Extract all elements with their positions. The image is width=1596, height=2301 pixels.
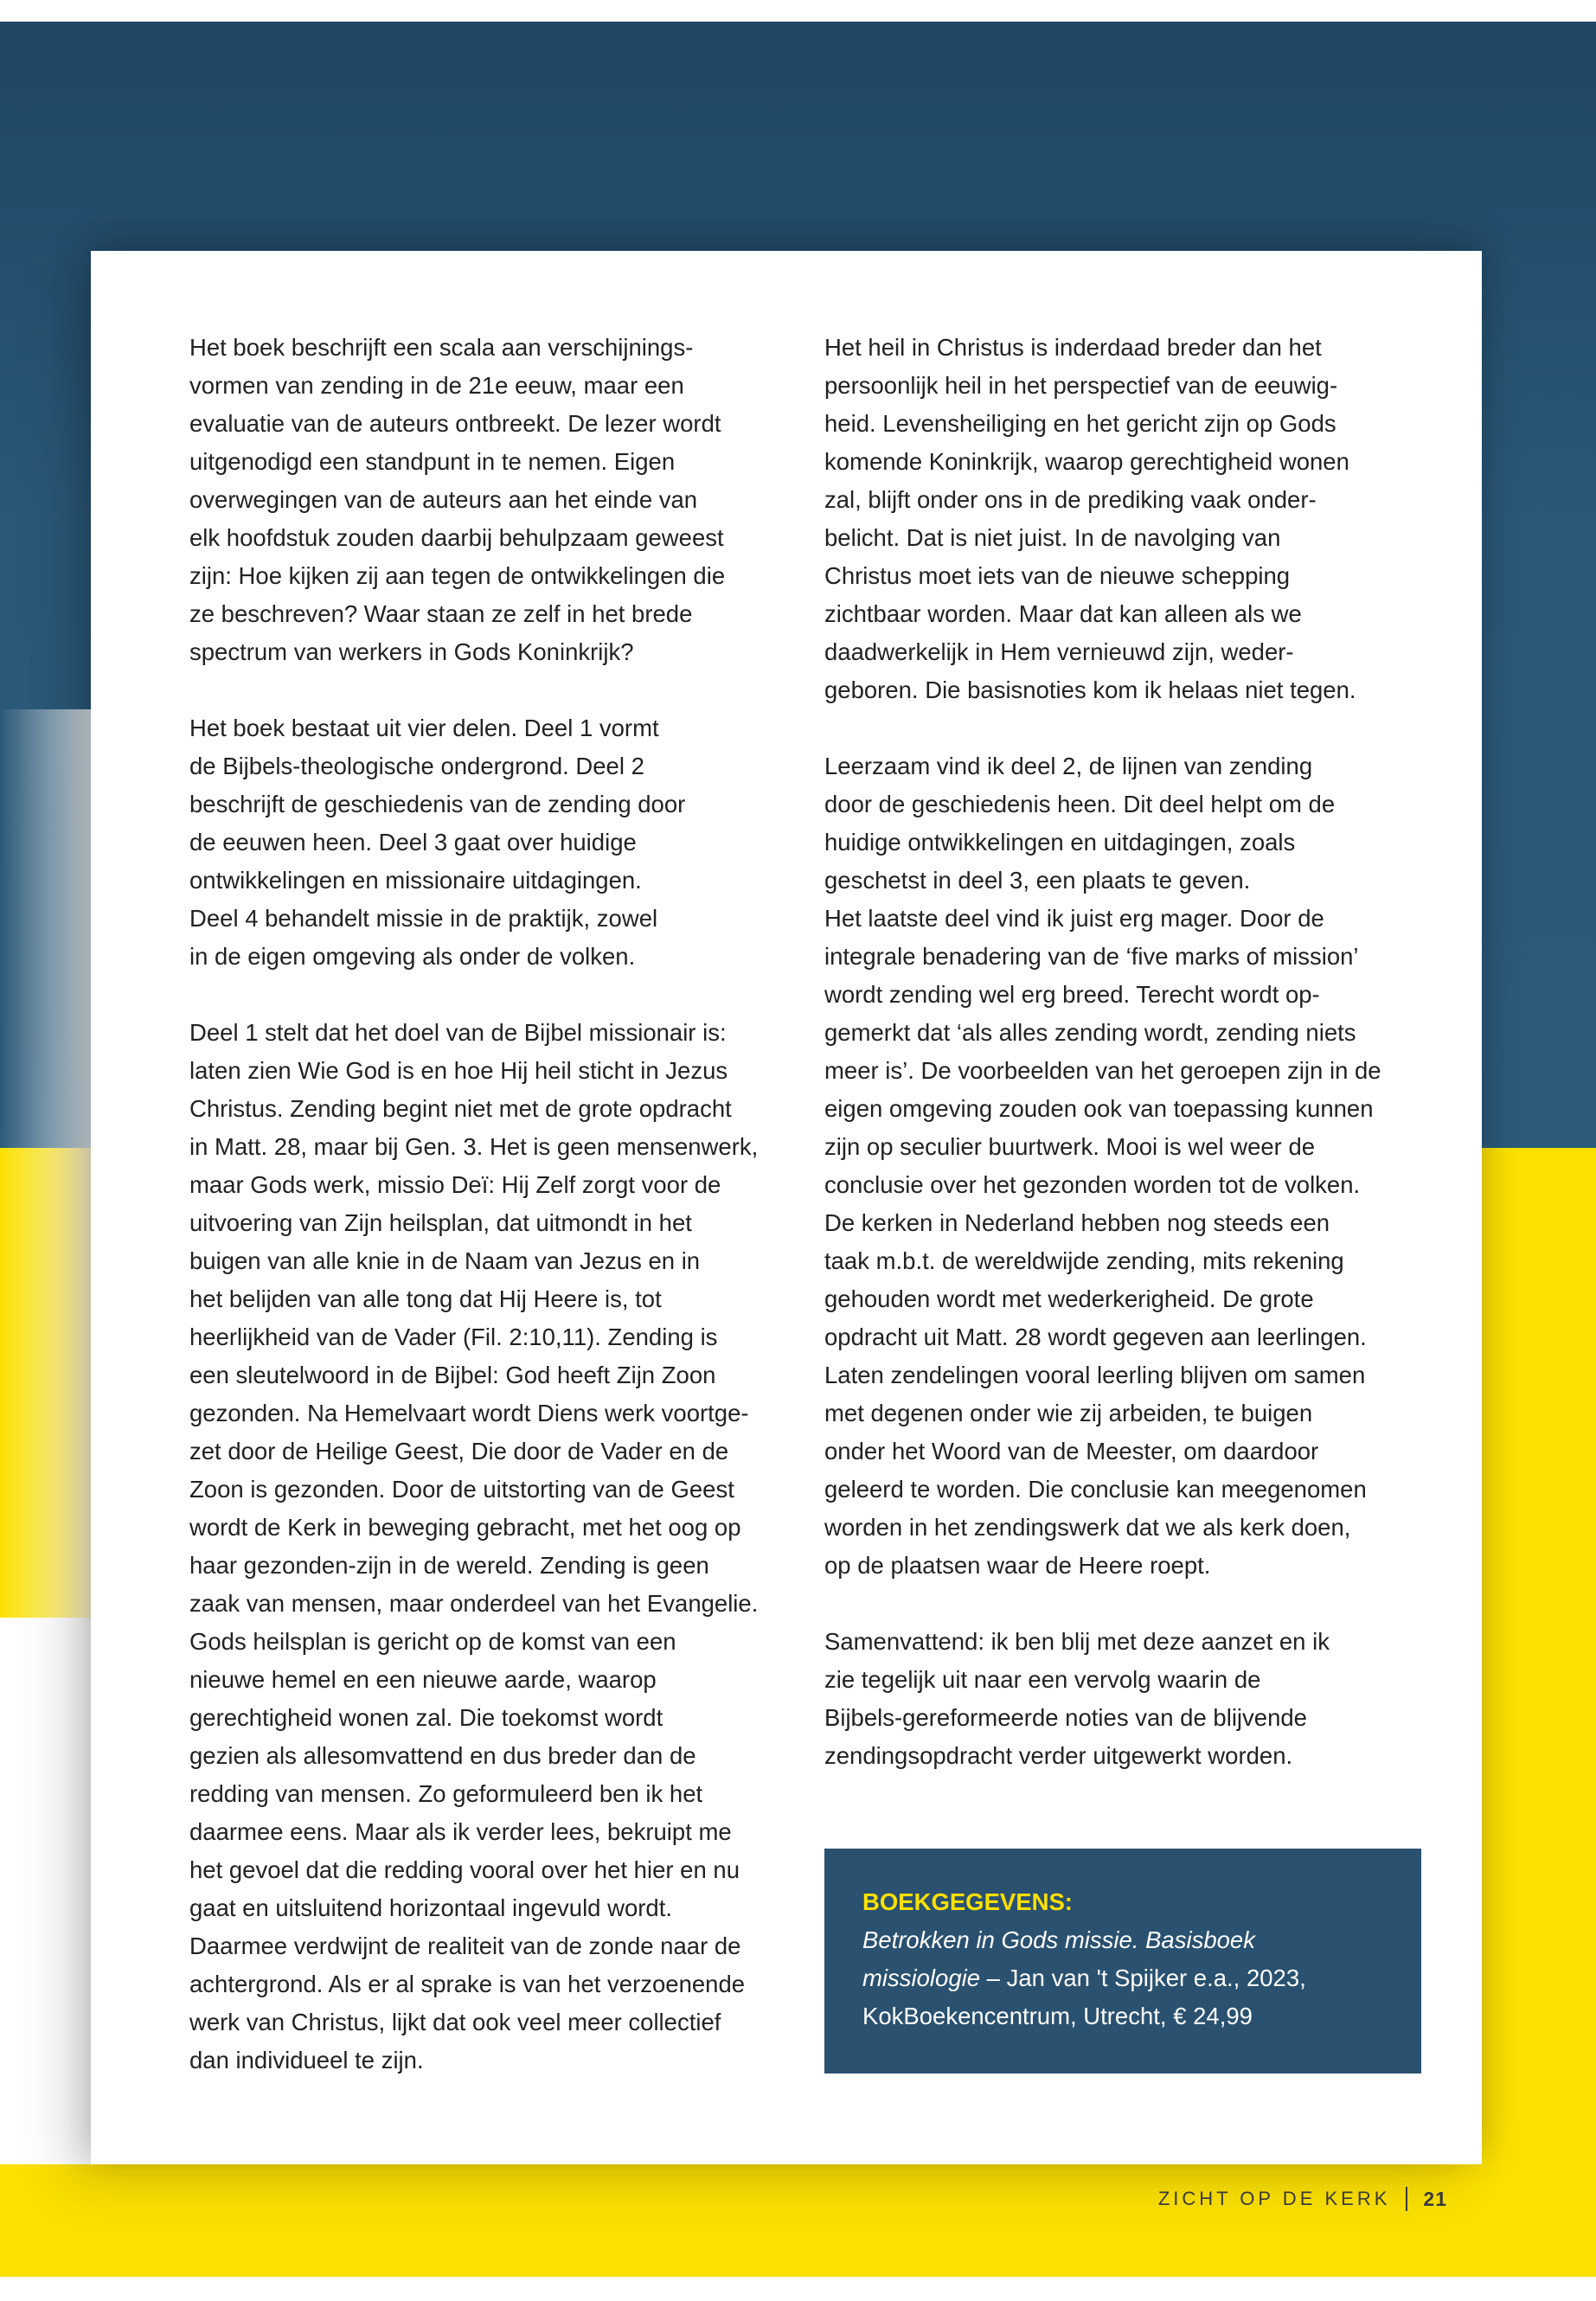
bottom-margin [0, 2277, 1596, 2301]
article-left-column [189, 329, 786, 2118]
background-shadow [0, 709, 95, 1618]
paragraph: Samenvattend: ik ben blij met deze aanzet en ik zie tegelijk uit naar een vervolg waarin de Bijbels-gereformeerde noties van de blijvende zendingsopdracht verder uitgewerkt worden. [824, 1628, 1330, 1769]
book-details-line2: – Jan van 't Spijker e.a., 2023, [980, 1965, 1306, 1991]
book-info-title: BOEKGEGEVENS: [862, 1888, 1073, 1915]
book-details-line3: KokBoekencentrum, Utrecht, € 24,99 [862, 2003, 1253, 2029]
footer-divider [1406, 2187, 1407, 2211]
paragraph: Deel 1 stelt dat het doel van de Bijbel missionair is: laten zien Wie God is en hoe Hij heil sticht in Jezus Christus. Zending begint niet met de grote opdracht in Matt. 28, maar bij Gen. 3. Het is geen mensenwerk, maar Gods werk, missio Deï: Hij Zelf zorgt voor de uitvoering van Zijn heilsplan, dat uitmondt in het buigen van alle knie in de Naam van Jezus en in het belijden van alle tong dat Hij Heere is, tot heerlijkheid van de Vader (Fil. 2:10,11). Zending is een sleutelwoord in de Bijbel: God heeft Zijn Zoon gezonden. Na Hemelvaart wordt Diens werk voortge- zet door de Heilige Geest, Die door de Vader en de Zoon is gezonden. Door de uitstorting van de Geest wordt de Kerk in beweging gebracht, met het oog op haar gezonden-zijn in de wereld. Zending is geen zaak van mensen, maar onderdeel van het Evangelie. Gods heilsplan is gericht op de komst van een nieuwe hemel en een nieuwe aarde, waarop gerechtigheid wonen zal. Die toekomst wordt gezien als allesomvattend en dus breder dan de redding van mensen. Zo geformuleerd ben ik het daarmee eens. Maar als ik verder lees, bekruipt me het gevoel dat die redding vooral over het hier en nu gaat en uitsluitend horizontaal ingevuld wordt. Daarmee verdwijnt de realiteit van de zonde naar de achtergrond. Als er al sprake is van het verzoenende werk van Christus, lijkt dat ook veel meer collectief dan individueel te zijn. [189, 1019, 759, 2073]
article-right-column [824, 329, 1421, 1813]
page-footer [1158, 2187, 1447, 2211]
book-info-box [824, 1849, 1421, 2073]
paragraph: Het boek beschrijft een scala aan verschijnings- vormen van zending in de 21e eeuw, maar een evaluatie van de auteurs ontbreekt. De lezer wordt uitgenodigd een standpunt in te nemen. Eigen overwegingen van de auteurs aan het einde van elk hoofdstuk zouden daarbij behulpzaam geweest zijn: Hoe kijken zij aan tegen de ontwikkelingen die ze beschreven? Waar staan ze zelf in het brede spectrum van werkers in Gods Koninkrijk? [189, 334, 726, 665]
book-title-line2: missiologie [862, 1965, 981, 1991]
paragraph: Leerzaam vind ik deel 2, de lijnen van zending door de geschiedenis heen. Dit deel helpt om de huidige ontwikkelingen en uitdagingen, zoals geschetst in deel 3, een plaats te geven. Het laatste deel vind ik juist erg mager. Door de integrale benadering van de ‘five marks of mission’ wordt zending wel erg breed. Terecht wordt op- gemerkt dat ‘als alles zending wordt, zending niets meer is’. De voorbeelden van het geroepen zijn in de eigen omgeving zouden ook van toepassing kunnen zijn op seculier buurtwerk. Mooi is wel weer de conclusie over het gezonden worden tot de volken. De kerken in Nederland hebben nog steeds een taak m.b.t. de wereldwijde zending, mits rekening gehouden wordt met wederkerigheid. De grote opdracht uit Matt. 28 wordt gegeven aan leerlingen. Laten zendelingen vooral leerling blijven om samen met degenen onder wie zij arbeiden, te buigen onder het Woord van de Meester, om daardoor geleerd te worden. Die conclusie kan meegenomen worden in het zendingswerk dat we als kerk doen, op de plaatsen waar de Heere roept. [824, 753, 1381, 1579]
paragraph: Het boek bestaat uit vier delen. Deel 1 vormt de Bijbels-theologische ondergrond. Deel 2 beschrijft de geschiedenis van de zending door de eeuwen heen. Deel 3 gaat over huidige ontwikkelingen en missionaire uitdagingen. Deel 4 behandelt missie in de praktijk, zowel in de eigen omgeving als onder de volken. [189, 715, 686, 970]
page-number: 21 [1423, 2187, 1447, 2210]
magazine-name: ZICHT OP DE KERK [1157, 2188, 1391, 2209]
paragraph: Het heil in Christus is inderdaad breder dan het persoonlijk heil in het perspectief van de eeuwig- heid. Levensheiliging en het gericht zijn op Gods komende Koninkrijk, waarop gerechtigheid wonen zal, blijft onder ons in de prediking vaak onder- belicht. Dat is niet juist. In de navolging van Christus moet iets van de nieuwe schepping zichtbaar worden. Maar dat kan alleen als we daadwerkelijk in Hem vernieuwd zijn, weder- geboren. Die basisnoties kom ik helaas niet tegen. [824, 334, 1356, 703]
top-margin [0, 0, 1596, 22]
book-title-line1: Betrokken in Gods missie. Basisboek [862, 1926, 1255, 1953]
panel-lower-extension [0, 1618, 91, 2164]
